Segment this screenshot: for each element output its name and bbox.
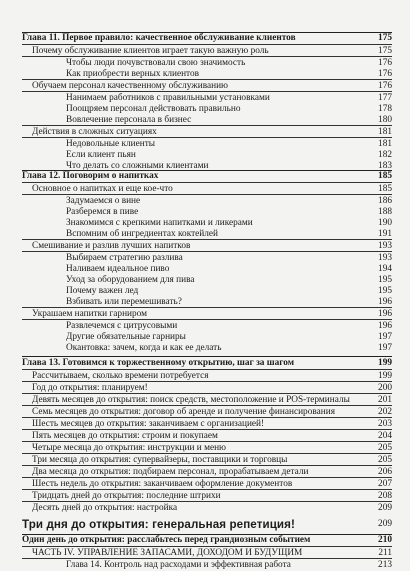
toc-entry-text: Обучаем персонал качественному обслуживанию xyxy=(32,81,228,91)
toc-entry-page: 204 xyxy=(378,431,392,441)
toc-entry-page: 178 xyxy=(378,104,392,114)
toc-entry xyxy=(0,559,410,571)
toc-entry-text: Шесть недель до открытия: заканчиваем оформление документов xyxy=(32,479,293,489)
toc-entry-page: 200 xyxy=(378,383,392,393)
toc-entry-text: Наливаем идеальное пиво xyxy=(66,264,170,274)
toc-entry-text: Развлечемся с цитрусовыми xyxy=(66,321,178,331)
toc-entry-page: 213 xyxy=(378,560,392,570)
toc-entry-text: Действия в сложных ситуациях xyxy=(32,127,157,137)
toc-entry-text: Взбивать или перемешивать? xyxy=(66,297,182,307)
toc-entry-text: Почему важен лед xyxy=(66,286,139,296)
toc-entry-page: 195 xyxy=(378,275,392,285)
toc-entry-text: Чтобы люди почувствовали свою значимость xyxy=(66,58,246,68)
toc-entry-page: 202 xyxy=(378,407,392,417)
toc-entry-page: 193 xyxy=(378,241,392,251)
toc-entry-text: Поощряем персонал действовать правильно xyxy=(66,104,241,114)
toc-chapter-12 xyxy=(0,170,410,182)
toc-entry-text: Что делать со сложными клиентами xyxy=(66,161,209,171)
toc-entry-text: Выбираем стратегию разлива xyxy=(66,253,183,263)
toc-entry-text: Глава 11. Первое правило: качественное обслуживание клиентов xyxy=(22,33,296,43)
toc-entry-page: 205 xyxy=(378,455,392,465)
toc-entry-page: 177 xyxy=(378,93,392,103)
toc-entry-text: Знакомимся с крепкими напитками и ликерами xyxy=(66,218,253,228)
toc-entry-text: Почему обслуживание клиентов играет такую важную роль xyxy=(32,46,269,56)
toc-entry-page: 196 xyxy=(378,309,392,319)
toc-entry-text: Тридцать дней до открытия: последние штрихи xyxy=(32,491,221,501)
toc-entry-page: 181 xyxy=(378,127,392,137)
toc-entry-page: 175 xyxy=(378,46,392,56)
toc-entry-page: 208 xyxy=(378,491,392,501)
toc-entry-text: Три месяца до открытия: супервайзеры, поставщики и торговцы xyxy=(32,455,288,465)
toc-entry-text: Шесть месяцев до открытия: заканчиваем с организацией! xyxy=(32,419,265,429)
toc-entry-text: Девять месяцев до открытия: поиск средств, местоположение и POS-терминалы xyxy=(32,395,350,405)
toc-entry-text: Недовольные клиенты xyxy=(66,139,156,149)
toc-entry-text: Если клиент пьян xyxy=(66,150,136,160)
toc-entry-page: 196 xyxy=(378,321,392,331)
toc-entry-page: 193 xyxy=(378,253,392,263)
toc-entry-page: 185 xyxy=(378,171,392,181)
toc-entry-page: 175 xyxy=(378,33,392,43)
toc-entry-page: 176 xyxy=(378,69,392,79)
toc-entry-page: 209 xyxy=(378,503,392,513)
toc-entry-page: 185 xyxy=(378,184,392,194)
toc-entry-text: Смешивание и разлив лучших напитков xyxy=(32,241,191,251)
toc-entry-page: 182 xyxy=(378,150,392,160)
toc-entry-text: Задумаемся о вине xyxy=(66,196,141,206)
toc-entry-page: 176 xyxy=(378,58,392,68)
toc-entry-text: Разберемся в пиве xyxy=(66,207,139,217)
toc-entry-text: Как приобрести верных клиентов xyxy=(66,69,200,79)
toc-entry-text: Другие обязательные гарниры xyxy=(66,332,186,342)
toc-entry-text: Нанимаем работников с правильными установками xyxy=(66,93,270,103)
toc-entry-page: 195 xyxy=(378,286,392,296)
toc-entry-text: Год до открытия: планируем! xyxy=(32,383,148,393)
toc-entry-page: 188 xyxy=(378,207,392,217)
toc-entry-text: Три дня до открытия: генеральная репетиция! xyxy=(22,518,295,531)
toc-entry xyxy=(0,342,410,354)
toc-entry-text: Пять месяцев до открытия: строим и покупаем xyxy=(32,431,218,441)
toc-entry-page: 197 xyxy=(378,332,392,342)
toc-entry-text: Семь месяцев до открытия: договор об аренде и получение финансирования xyxy=(32,407,335,417)
toc-entry-text: Вовлечение персонала в бизнес xyxy=(66,115,192,125)
toc-chapter-13 xyxy=(0,357,410,369)
toc-entry-text: Один день до открытия: расслабьтесь перед грандиозным событием xyxy=(22,535,311,545)
toc-entry-text: Уход за оборудованием для пива xyxy=(66,275,195,285)
toc-entry-page: 199 xyxy=(378,358,392,368)
toc-entry-text: Украшаем напитки гарниром xyxy=(32,309,148,319)
toc-entry-page: 211 xyxy=(378,548,392,558)
toc-entry-page: 209 xyxy=(378,519,392,529)
toc-entry-page: 199 xyxy=(378,371,392,381)
toc-entry-page: 206 xyxy=(378,467,392,477)
toc-entry-page: 186 xyxy=(378,196,392,206)
toc-entry-page: 183 xyxy=(378,161,392,171)
toc-entry-page: 190 xyxy=(378,218,392,228)
toc-entry-text: Вспомним об ингредиентах коктейлей xyxy=(66,229,219,239)
toc-entry-page: 203 xyxy=(378,419,392,429)
toc-entry-page: 201 xyxy=(378,395,392,405)
toc-entry-text: Два месяца до открытия: подбираем персонал, прорабатываем детали xyxy=(32,467,309,477)
toc-entry-page: 194 xyxy=(378,264,392,274)
toc-entry-page: 210 xyxy=(378,535,392,545)
toc-entry-text: Окантовка: зачем, когда и как ее делать xyxy=(66,343,222,353)
toc-entry-page: 181 xyxy=(378,139,392,149)
toc-entry-text: Четыре месяца до открытия: инструкции и меню xyxy=(32,443,226,453)
toc-entry-page: 176 xyxy=(378,81,392,91)
toc-entry-text: Глава 12. Поговорим о напитках xyxy=(22,171,159,181)
toc-entry-text: Десять дней до открытия: настройка xyxy=(32,503,178,513)
toc-entry-text: ЧАСТЬ IV. УПРАВЛЕНИЕ ЗАПАСАМИ, ДОХОДОМ И БУДУЩИМ xyxy=(32,548,303,558)
toc-entry-page: 207 xyxy=(378,479,392,489)
toc-entry-text: Рассчитываем, сколько времени потребуется xyxy=(32,371,209,381)
toc-entry-page: 191 xyxy=(378,229,392,239)
toc-entry-page: 205 xyxy=(378,443,392,453)
toc-entry-text: Глава 13. Готовимся к торжественному открытию, шаг за шагом xyxy=(22,358,295,368)
toc-part-4 xyxy=(0,517,410,532)
toc-entry-page: 180 xyxy=(378,115,392,125)
toc-entry xyxy=(0,502,410,514)
toc-chapter-11 xyxy=(0,32,410,44)
toc-entry-page: 196 xyxy=(378,297,392,307)
toc-entry-page: 197 xyxy=(378,343,392,353)
toc-chapter-14 xyxy=(0,534,410,546)
toc-entry-text: Глава 14. Контроль над расходами и эффективная работа xyxy=(66,560,291,570)
toc-entry-text: Основное о напитках и еще кое-что xyxy=(32,184,173,194)
